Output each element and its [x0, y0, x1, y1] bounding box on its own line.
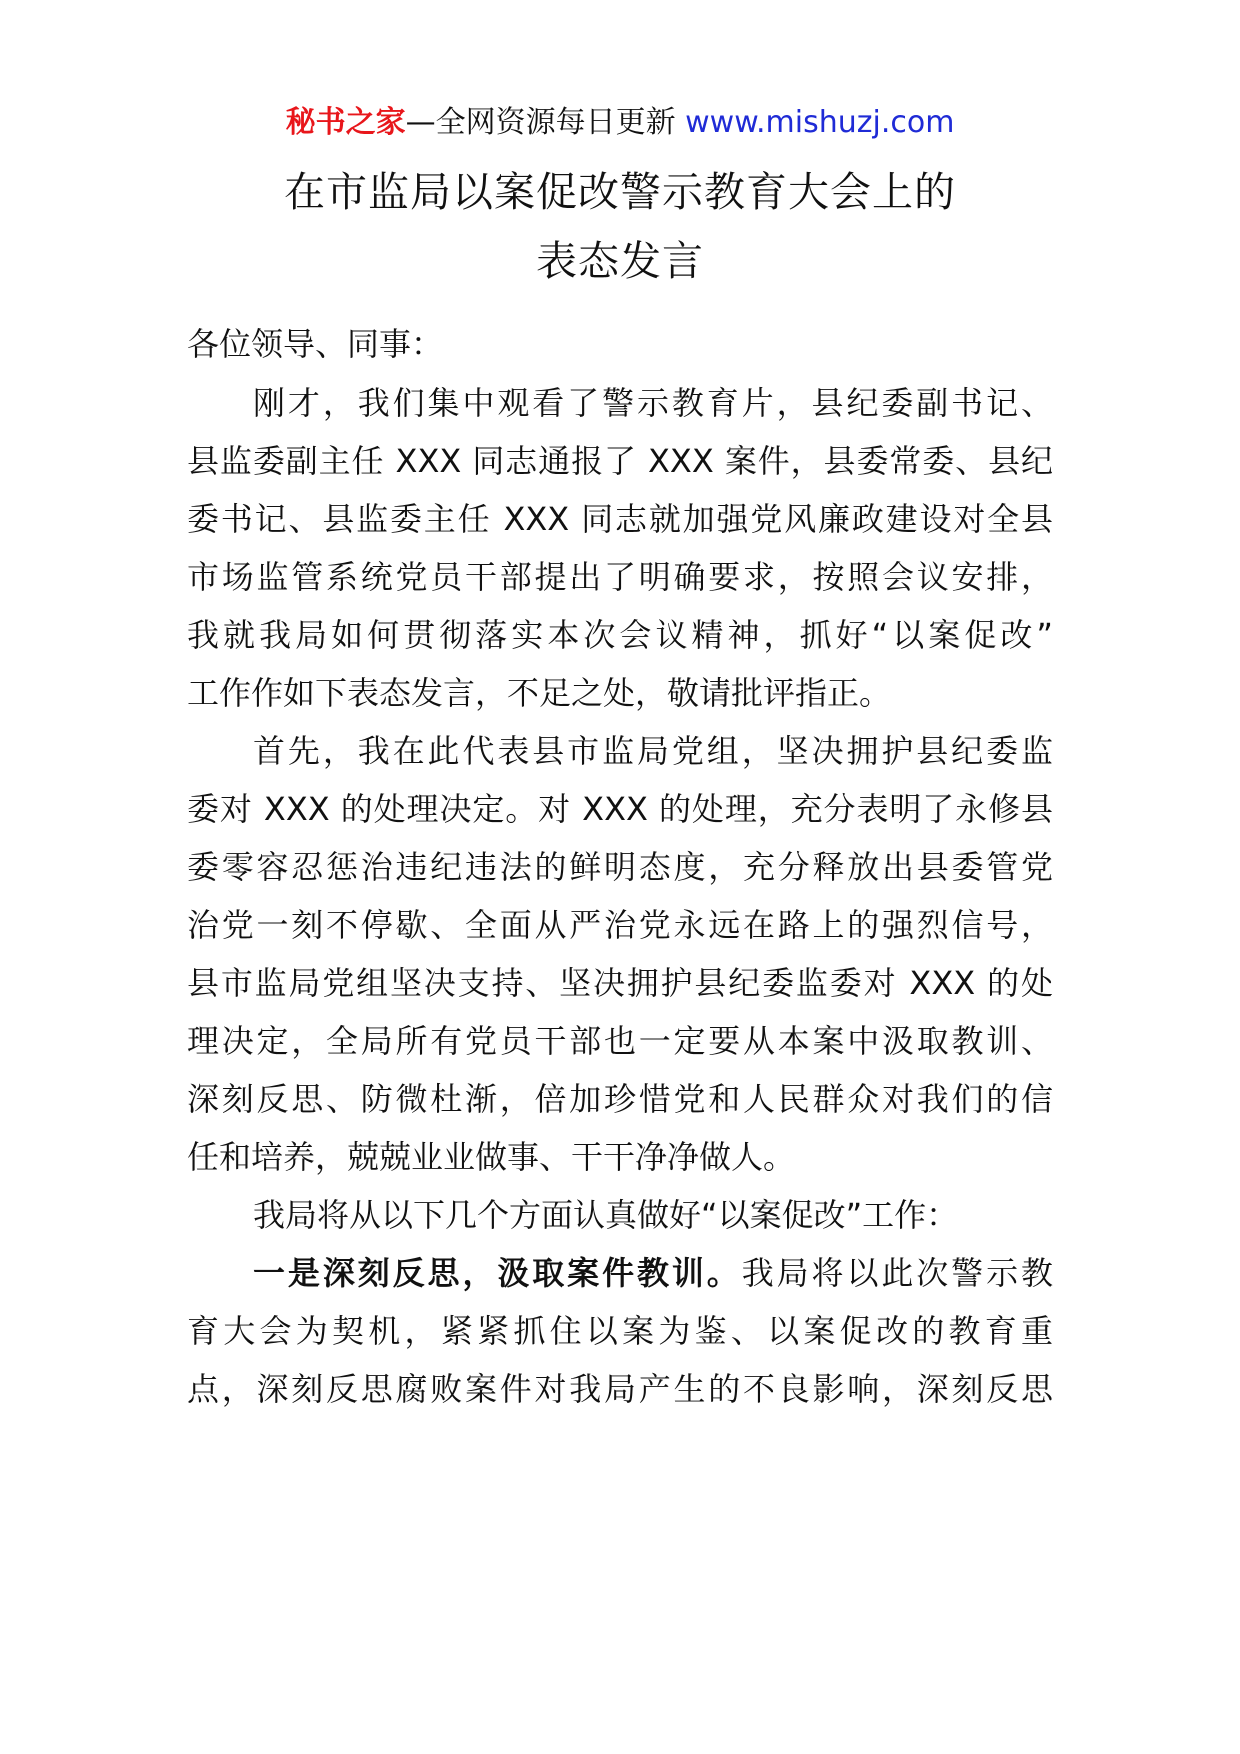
- paragraph-line: 我局将从以下几个方面认真做好“以案促改”工作：: [253, 1196, 959, 1234]
- paragraph-line: 治党一刻不停歇、全面从严治党永远在路上的强烈信号，: [187, 906, 1053, 944]
- document-title-line-1: 在市监局以案促改警示教育大会上的: [284, 168, 956, 216]
- paragraph-line: 刚才，我们集中观看了警示教育片，县纪委副书记、: [253, 384, 1053, 422]
- paragraph-line: 深刻反思、防微杜渐，倍加珍惜党和人民群众对我们的信: [187, 1080, 1053, 1118]
- paragraph-line: 工作作如下表态发言，不足之处，敬请批评指正。: [187, 674, 892, 712]
- site-slogan: —全网资源每日更新: [405, 105, 686, 140]
- paragraph-line: 育大会为契机，紧紧抓住以案为鉴、以案促改的教育重: [187, 1312, 1053, 1350]
- paragraph-line: 市场监管系统党员干部提出了明确要求，按照会议安排，: [187, 558, 1053, 596]
- site-header: [0, 103, 1240, 143]
- paragraph-line: 县监委副主任 XXX 同志通报了 XXX 案件，县委常委、县纪: [187, 442, 1053, 480]
- paragraph-line: 我就我局如何贯彻落实本次会议精神，抓好“以案促改”: [187, 616, 1053, 654]
- document-title-line-2: 表态发言: [536, 237, 704, 285]
- point-one-text: 我局将以此次警示教: [741, 1254, 1053, 1292]
- brand-name: 秘书之家: [285, 105, 406, 140]
- salutation: 各位领导、同事：: [187, 325, 444, 363]
- paragraph-line: 首先，我在此代表县市监局党组，坚决拥护县纪委监: [253, 732, 1053, 770]
- paragraph-line: 委零容忍惩治违纪违法的鲜明态度，充分释放出县委管党: [187, 848, 1053, 886]
- paragraph-line: 委对 XXX 的处理决定。对 XXX 的处理，充分表明了永修县: [187, 790, 1053, 828]
- paragraph-line: 任和培养，兢兢业业做事、干干净净做人。: [187, 1138, 796, 1176]
- paragraph-line: 点，深刻反思腐败案件对我局产生的不良影响，深刻反思: [187, 1370, 1053, 1408]
- site-url-link[interactable]: www.mishuzj.com: [685, 105, 955, 140]
- paragraph-line: 委书记、县监委主任 XXX 同志就加强党风廉政建设对全县: [187, 500, 1053, 538]
- point-one-heading: 一是深刻反思，汲取案件教训。: [253, 1254, 742, 1292]
- paragraph-line: 县市监局党组坚决支持、坚决拥护县纪委监委对 XXX 的处: [187, 964, 1053, 1002]
- point-one-line: [253, 1251, 1053, 1295]
- paragraph-line: 理决定，全局所有党员干部也一定要从本案中汲取教训、: [187, 1022, 1053, 1060]
